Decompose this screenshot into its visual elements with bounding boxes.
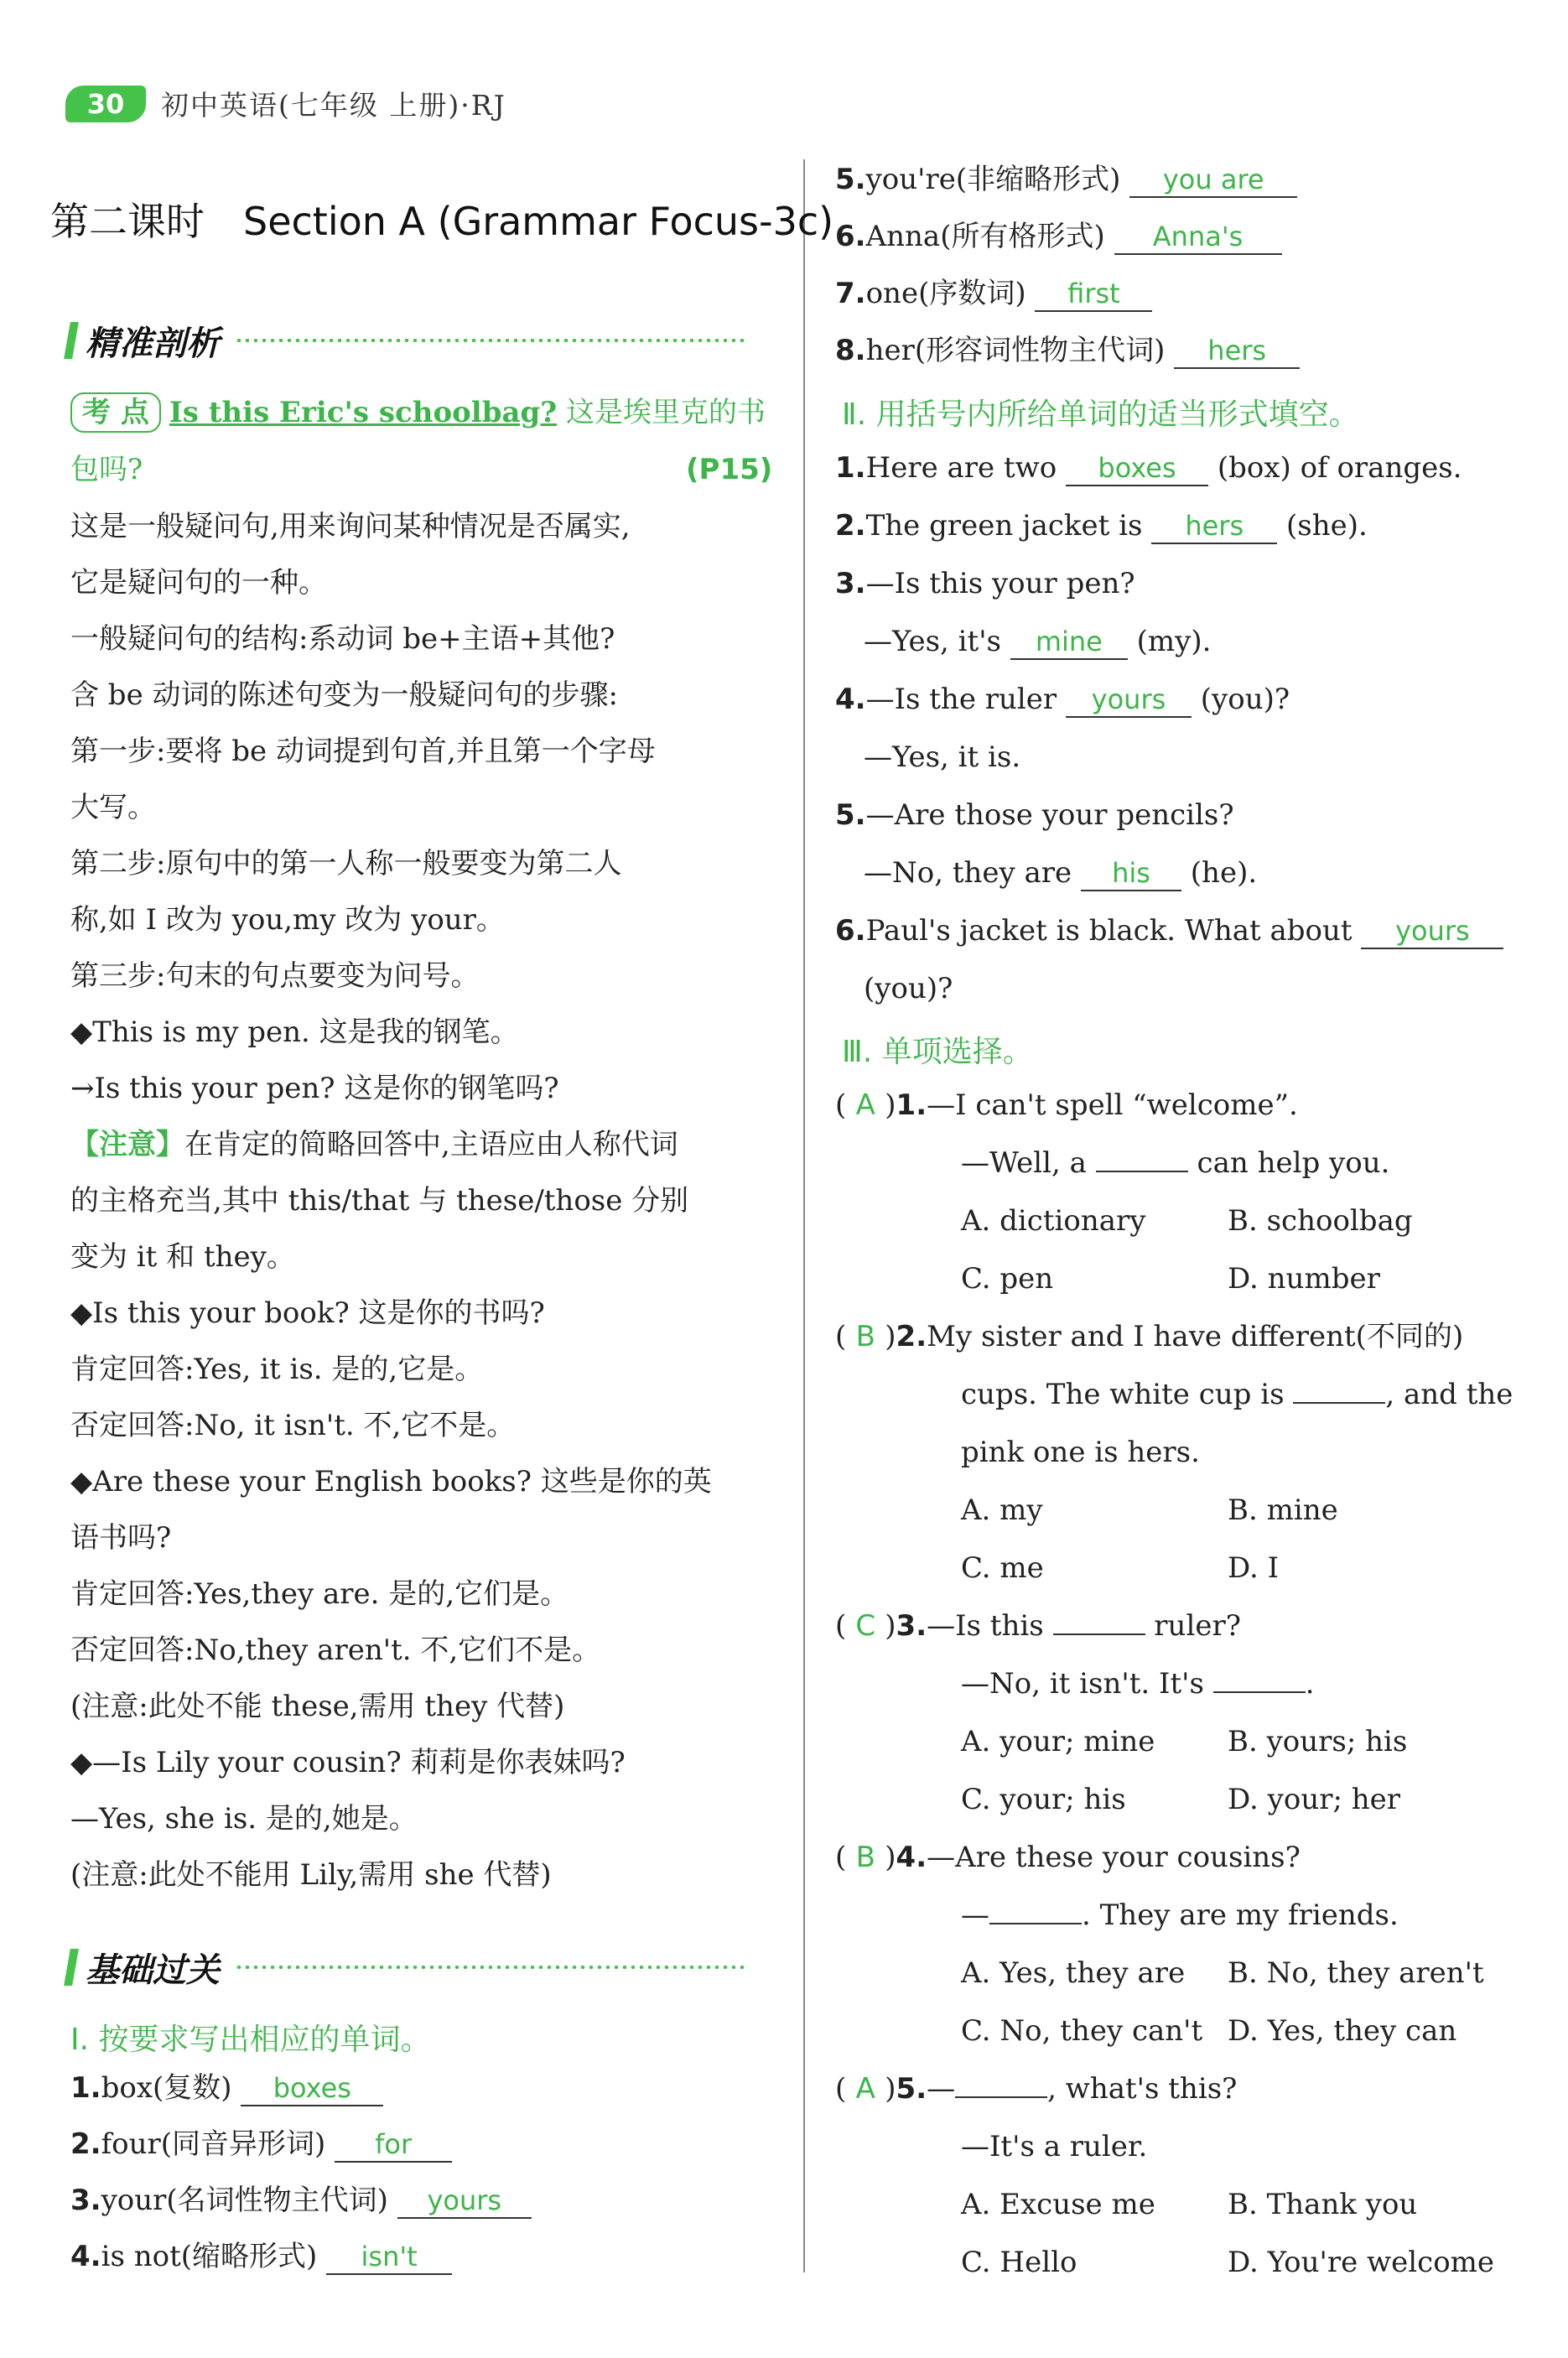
item-number: 6.	[835, 914, 866, 948]
analysis-section-header	[67, 317, 746, 364]
option-d[interactable]: D. number	[1228, 1262, 1380, 1296]
note-tag: 【注意】	[70, 1128, 184, 1161]
option-c[interactable]: C. No, they can't	[961, 2014, 1203, 2048]
analysis-line: 大写。	[70, 791, 156, 824]
question-text: Here are two	[865, 451, 1067, 485]
blank-line	[1096, 1171, 1188, 1172]
lesson-title: 第二课时 Section A (Grammar Focus-3c)	[50, 199, 834, 244]
part3-title: Ⅲ. 单项选择。	[842, 1035, 1033, 1069]
part2-title: Ⅱ. 用括号内所给单词的适当形式填空。	[842, 397, 1359, 432]
analysis-line: 这是一般疑问句,用来询问某种情况是否属实,	[70, 510, 631, 543]
part2-q4	[835, 681, 1290, 718]
analysis-line: 否定回答:No,they aren't. 不,它们不是。	[70, 1633, 601, 1667]
part1-item	[835, 218, 1282, 255]
mc-question-4: ( B )4.—Are these your cousins?	[835, 1841, 1301, 1874]
analysis-line: ◆Are these your English books? 这些是你的英	[70, 1465, 712, 1498]
kaodian-sentence: Is this Eric's schoolbag?	[169, 396, 558, 429]
choice-answer[interactable]: B	[855, 1841, 875, 1874]
answer-field[interactable]: boxes	[241, 2071, 383, 2106]
question-text: .	[1305, 1667, 1315, 1701]
mc-question-line	[961, 1145, 1389, 1182]
question-text: —No, they are	[864, 856, 1081, 890]
item-text: one(序数词)	[865, 277, 1026, 310]
dotted-rule	[235, 339, 746, 342]
option-a[interactable]: A. dictionary	[961, 1204, 1146, 1238]
analysis-line: 第三步:句末的句点要变为问号。	[70, 959, 480, 993]
blank-line	[1053, 1633, 1145, 1635]
mc-question-5: ( A )5.— , what's this?	[835, 2072, 1238, 2106]
analysis-line: 的主格充当,其中 this/that 与 these/those 分别	[70, 1184, 689, 1218]
option-d[interactable]: D. your; her	[1228, 1783, 1401, 1816]
mc-question-line	[961, 1897, 1399, 1934]
answer-field[interactable]: Anna's	[1114, 220, 1282, 255]
option-c[interactable]: C. pen	[961, 1262, 1054, 1296]
question-text: The green jacket is	[865, 509, 1152, 543]
item-number: 2.	[896, 1320, 927, 1353]
item-text: you're(非缩略形式)	[865, 163, 1121, 196]
question-text: (box) of oranges.	[1208, 451, 1462, 485]
part1-item	[70, 2070, 383, 2106]
analysis-line: →Is this your pen? 这是你的钢笔吗?	[70, 1072, 559, 1105]
analysis-line: ◆—Is Lily your cousin? 莉莉是你表妹吗?	[70, 1746, 626, 1779]
kaodian-badge: 考 点	[70, 392, 161, 433]
analysis-line: (注意:此处不能用 Lily,需用 she 代替)	[70, 1858, 552, 1892]
item-number: 5.	[835, 163, 866, 196]
question-text: (she).	[1277, 509, 1368, 543]
analysis-line: 一般疑问句的结构:系动词 be+主语+其他?	[70, 622, 615, 656]
item-text: box(复数)	[101, 2071, 232, 2105]
analysis-line: ◆This is my pen. 这是我的钢笔。	[70, 1015, 519, 1049]
book-title: 初中英语(七年级 上册)·RJ	[161, 89, 506, 122]
part2-q6-cont: (you)?	[864, 972, 953, 1005]
question-text: (he).	[1181, 856, 1258, 890]
part1-item	[835, 161, 1297, 198]
basics-section-header	[67, 1944, 746, 1991]
part1-item	[835, 332, 1300, 369]
choice-answer[interactable]: B	[855, 1320, 875, 1353]
answer-field[interactable]: you are	[1129, 163, 1297, 198]
mc-question-1: ( A )1.—I can't spell “welcome”.	[835, 1088, 1298, 1122]
analysis-line: 称,如 I 改为 you,my 改为 your。	[70, 903, 505, 937]
analysis-line: 第二步:原句中的第一人称一般要变为第二人	[70, 847, 622, 880]
part2-q2	[835, 507, 1368, 544]
question-text: , what's this?	[1047, 2072, 1238, 2106]
blank-line	[1293, 1402, 1385, 1404]
question-text: , and the	[1385, 1378, 1513, 1411]
basics-section-title: 基础过关	[86, 1950, 220, 1990]
item-number: 4.	[70, 2240, 101, 2273]
analysis-section-title: 精准剖析	[86, 324, 220, 363]
question-text: My sister and I have different(不同的)	[927, 1320, 1464, 1353]
option-a[interactable]: A. Yes, they are	[961, 1956, 1186, 1990]
question-text: . They are my friends.	[1082, 1898, 1399, 1932]
part1-item	[70, 2126, 452, 2163]
option-d[interactable]: D. Yes, they can	[1228, 2014, 1457, 2048]
item-number: 3.	[70, 2184, 101, 2217]
page-number-badge: 30	[65, 86, 146, 122]
answer-field[interactable]: first	[1035, 277, 1152, 312]
part2-q5-reply	[864, 854, 1257, 891]
question-text: —Yes, it's	[864, 625, 1010, 658]
item-number: 5.	[896, 2072, 927, 2106]
part1-item	[70, 2238, 452, 2275]
question-text: —Are these your cousins?	[927, 1841, 1301, 1874]
question-text: —Are those your pencils?	[865, 798, 1234, 832]
option-a[interactable]: A. my	[961, 1493, 1043, 1527]
analysis-line: ◆Is this your book? 这是你的书吗?	[70, 1296, 545, 1330]
item-number: 4.	[835, 683, 866, 716]
option-b[interactable]: B. No, they aren't	[1228, 1956, 1484, 1990]
dotted-rule	[235, 1966, 746, 1969]
choice-answer[interactable]: C	[855, 1609, 876, 1643]
item-number: 1.	[896, 1088, 927, 1122]
item-text: your(名词性物主代词)	[101, 2184, 388, 2217]
question-text: —Well, a	[961, 1146, 1096, 1180]
question-text: (you)?	[1191, 683, 1290, 716]
note-line	[70, 1126, 678, 1163]
part2-q1	[835, 449, 1462, 486]
item-number: 4.	[896, 1841, 927, 1874]
analysis-line: 否定回答:No, it isn't. 不,它不是。	[70, 1409, 516, 1442]
question-text: —Is the ruler	[865, 683, 1066, 716]
mc-question-2: ( B )2.My sister and I have different(不同的)	[835, 1320, 1464, 1353]
question-text: can help you.	[1187, 1146, 1390, 1180]
answer-field[interactable]: yours	[1066, 683, 1192, 718]
answer-field[interactable]: hers	[1151, 509, 1277, 544]
item-text: Anna(所有格形式)	[865, 220, 1105, 253]
analysis-line: 肯定回答:Yes,they are. 是的,它们是。	[70, 1577, 569, 1611]
blank-line	[989, 1923, 1082, 1924]
part1-item	[835, 275, 1152, 312]
mc-question-3: ( C )3.—Is this ruler?	[835, 1609, 1241, 1643]
item-number: 3.	[835, 567, 866, 600]
question-text: —	[961, 1898, 989, 1932]
choice-answer[interactable]: A	[855, 2072, 875, 2106]
question-text: —Is this	[927, 1609, 1053, 1643]
option-a[interactable]: A. Excuse me	[961, 2188, 1155, 2221]
item-number: 7.	[835, 277, 866, 310]
blank-line	[955, 2096, 1047, 2098]
kaodian-cn-cont: 包吗?	[70, 453, 143, 486]
kaodian-line	[70, 392, 766, 433]
question-text: —Is this your pen?	[865, 567, 1135, 600]
section-bar-icon	[64, 1949, 79, 1986]
analysis-line: 第一步:要将 be 动词提到句首,并且第一个字母	[70, 735, 656, 768]
question-text: ruler?	[1145, 1609, 1241, 1643]
option-b[interactable]: B. mine	[1228, 1493, 1338, 1527]
answer-field[interactable]: isn't	[326, 2240, 452, 2275]
analysis-line: 含 be 动词的陈述句变为一般疑问句的步骤:	[70, 678, 618, 712]
answer-field[interactable]: for	[335, 2127, 452, 2163]
item-number: 1.	[70, 2071, 101, 2105]
question-text: cups. The white cup is	[961, 1378, 1294, 1411]
item-number: 5.	[835, 798, 866, 832]
question-text: (my).	[1127, 625, 1212, 658]
item-number: 1.	[835, 451, 866, 485]
part2-q6	[835, 912, 1503, 949]
column-divider	[803, 159, 805, 2272]
mc-question-line	[961, 1665, 1315, 1702]
choice-answer[interactable]: A	[855, 1088, 875, 1122]
option-d[interactable]: D. You're welcome	[1228, 2246, 1495, 2279]
item-text: four(同音异形词)	[101, 2127, 326, 2161]
item-number: 2.	[70, 2127, 101, 2161]
mc-question-line: pink one is hers.	[961, 1436, 1200, 1469]
note-text: 在肯定的简略回答中,主语应由人称代词	[184, 1128, 678, 1161]
item-text: is not(缩略形式)	[101, 2240, 318, 2273]
answer-field[interactable]: yours	[397, 2184, 532, 2219]
analysis-line: 肯定回答:Yes, it is. 是的,它是。	[70, 1353, 484, 1386]
answer-field[interactable]: boxes	[1066, 451, 1208, 486]
analysis-line: 它是疑问句的一种。	[70, 566, 327, 600]
option-d[interactable]: D. I	[1228, 1551, 1280, 1585]
answer-field[interactable]: hers	[1174, 334, 1300, 369]
answer-field[interactable]: mine	[1010, 625, 1128, 660]
item-number: 2.	[835, 509, 866, 543]
option-a[interactable]: A. your; mine	[961, 1725, 1155, 1758]
blank-line	[1213, 1691, 1306, 1693]
answer-field[interactable]: yours	[1361, 914, 1503, 949]
question-text: —I can't spell “welcome”.	[927, 1088, 1298, 1122]
part2-q3	[835, 565, 1135, 602]
analysis-line: 变为 it 和 they。	[70, 1240, 295, 1274]
part1-title: Ⅰ. 按要求写出相应的单词。	[70, 2023, 431, 2057]
kaodian-page-ref: (P15)	[686, 453, 773, 486]
option-b[interactable]: B. yours; his	[1228, 1725, 1408, 1758]
part2-q5	[835, 797, 1234, 834]
question-text: Paul's jacket is black. What about	[865, 914, 1362, 948]
part1-item	[70, 2182, 532, 2219]
mc-question-line: —It's a ruler.	[961, 2130, 1148, 2163]
part2-q3-reply	[864, 623, 1211, 660]
kaodian-cn: 这是埃里克的书	[557, 396, 766, 429]
option-c[interactable]: C. your; his	[961, 1783, 1126, 1816]
option-c[interactable]: C. me	[961, 1551, 1044, 1585]
section-bar-icon	[64, 322, 79, 359]
option-b[interactable]: B. schoolbag	[1228, 1204, 1413, 1238]
analysis-line: 语书吗?	[70, 1521, 172, 1555]
question-text: —	[927, 2072, 956, 2106]
answer-field[interactable]: his	[1081, 856, 1181, 891]
item-number: 6.	[835, 220, 866, 253]
item-number: 3.	[896, 1609, 927, 1643]
analysis-line: —Yes, she is. 是的,她是。	[70, 1802, 418, 1836]
item-number: 8.	[835, 334, 866, 367]
mc-question-line	[961, 1376, 1513, 1413]
question-text: —No, it isn't. It's	[961, 1667, 1213, 1701]
item-text: her(形容词性物主代词)	[865, 334, 1166, 367]
analysis-line: (注意:此处不能 these,需用 they 代替)	[70, 1690, 565, 1723]
option-b[interactable]: B. Thank you	[1228, 2188, 1418, 2221]
part2-q4-reply: —Yes, it is.	[864, 740, 1021, 774]
option-c[interactable]: C. Hello	[961, 2246, 1077, 2279]
